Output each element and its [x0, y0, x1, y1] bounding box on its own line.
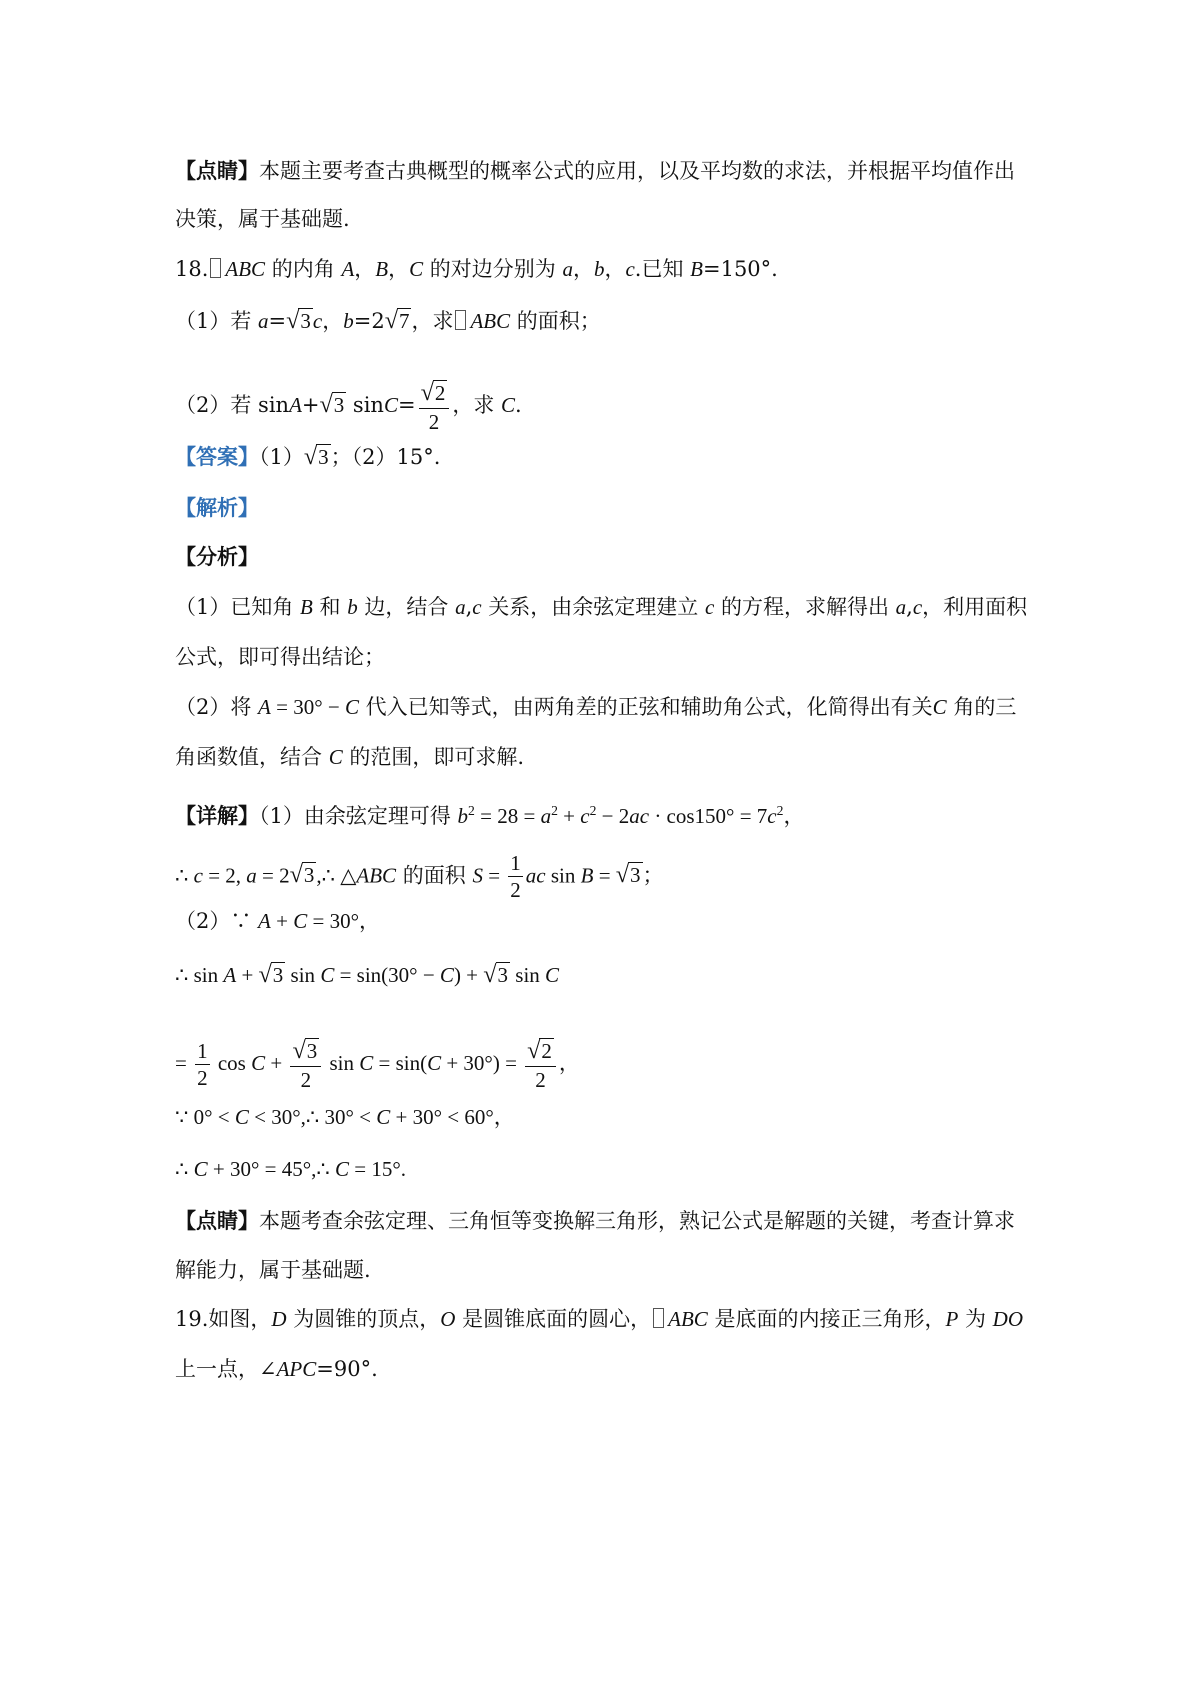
comment-paragraph-line-1	[175, 156, 1015, 186]
text-segment: 19.如图，	[175, 1307, 272, 1331]
text-segment: − 2	[596, 804, 630, 828]
text-segment: ac	[525, 863, 546, 888]
text-segment: 2	[551, 803, 558, 818]
text-segment: （2）∵	[175, 909, 259, 933]
text-segment: C	[320, 963, 335, 987]
text-segment: c	[580, 804, 590, 828]
text-segment: 角的三	[946, 695, 1017, 719]
text-segment: 决策，属于基础题.	[175, 207, 350, 231]
question-18-stem	[175, 254, 778, 284]
text-segment: DO	[992, 1307, 1024, 1331]
text-segment: ,	[906, 595, 913, 619]
analysis-part-2-line-2	[175, 742, 524, 772]
math-part	[527, 1036, 554, 1066]
text-segment: a	[895, 595, 907, 619]
text-segment: C	[383, 393, 398, 418]
text-segment: 解能力，属于基础题.	[175, 1258, 371, 1282]
text-segment: c	[312, 309, 323, 333]
analysis-heading	[175, 542, 259, 572]
text-segment: 3	[630, 863, 641, 888]
text-segment: =	[593, 863, 616, 888]
sqrt-expression	[320, 390, 347, 420]
text-segment: +	[236, 963, 259, 987]
text-segment: 2	[589, 803, 597, 818]
analysis-part-1-line-2	[175, 642, 385, 672]
text-segment: 2	[776, 803, 784, 818]
text-segment: C	[427, 1051, 442, 1076]
text-segment: ；（2）15°.	[330, 445, 441, 469]
radical-sign: √	[483, 961, 497, 988]
text-segment: 和	[312, 595, 348, 619]
radical-sign: √	[615, 861, 630, 889]
text-segment: · cos150° = 7	[649, 804, 768, 828]
text-segment: 为	[958, 1307, 993, 1331]
text-segment: O	[440, 1307, 456, 1331]
text-segment: 的方程，求解得出	[714, 595, 896, 619]
text-segment: C	[545, 963, 560, 987]
text-segment: ，	[354, 257, 376, 281]
text-segment: ∴ sin	[175, 963, 224, 987]
text-segment: 本题主要考查古典概型的概率公式的应用，以及平均数的求法，并根据平均值作出	[259, 159, 1015, 183]
text-segment: A	[258, 695, 271, 719]
text-segment: 18.	[175, 257, 209, 281]
text-segment: ，	[604, 257, 626, 281]
text-segment: + 30° < 60°，	[390, 1105, 515, 1129]
text-segment: 代入已知等式，由两角差的正弦和辅助角公式，化简得出有关	[358, 695, 933, 719]
text-segment: S	[472, 863, 483, 888]
detail-line-4	[175, 960, 559, 990]
math-part	[292, 1036, 319, 1066]
fraction	[525, 1036, 556, 1093]
text-segment: 3	[300, 309, 311, 333]
text-segment: C	[359, 1051, 374, 1076]
text-segment: C	[409, 257, 424, 281]
comment-2-line-2	[175, 1255, 371, 1285]
math-part	[421, 378, 448, 408]
text-segment: 边，结合	[357, 595, 456, 619]
text-segment: +	[265, 1051, 288, 1076]
text-segment: 1	[508, 850, 523, 877]
text-segment: a	[455, 595, 466, 619]
text-segment: 3	[306, 1039, 318, 1063]
fraction	[419, 378, 450, 435]
text-segment: sin	[545, 863, 581, 888]
sqrt-expression	[385, 306, 412, 336]
detail-line-5	[175, 1036, 580, 1093]
text-segment: ，	[322, 309, 344, 333]
text-segment: 7	[398, 309, 410, 333]
text-segment: 2	[428, 410, 440, 435]
radical-sign: √	[303, 443, 318, 470]
text-segment: =90°.	[316, 1357, 378, 1381]
text-segment: b	[593, 257, 605, 281]
comment-label: 【点睛】	[175, 1208, 259, 1233]
text-segment: 为圆锥的顶点，	[286, 1307, 441, 1331]
text-segment: =	[175, 1051, 193, 1076]
math-part	[525, 1036, 556, 1067]
text-segment: + 30° = 45°,∴	[207, 1157, 335, 1181]
text-segment: b	[347, 595, 358, 619]
analysis-part-1-line-1	[175, 592, 1027, 622]
text-segment: C	[344, 695, 359, 719]
sqrt-expression	[259, 960, 286, 990]
text-segment: 【分析】	[175, 544, 259, 569]
text-segment: ，	[783, 804, 805, 828]
text-segment: 2	[197, 1066, 208, 1091]
text-segment: ∴	[175, 1157, 194, 1181]
fraction	[508, 850, 523, 904]
text-segment: c	[912, 595, 923, 619]
text-segment: 3	[333, 393, 345, 418]
text-segment: ABC	[470, 309, 511, 333]
text-segment: .已知	[634, 257, 691, 281]
text-segment: ac	[629, 804, 650, 828]
text-segment: a	[562, 257, 573, 281]
text-segment: 3	[272, 963, 284, 987]
text-segment: C	[439, 963, 454, 987]
fraction	[195, 1038, 210, 1092]
text-segment: A	[341, 257, 355, 281]
text-segment: 的范围，即可求解.	[342, 745, 525, 769]
text-segment: C	[932, 695, 947, 719]
text-segment: C	[334, 1157, 349, 1181]
detail-line-1	[175, 796, 804, 831]
text-segment: +	[270, 909, 294, 933]
text-segment: = 2,	[202, 863, 247, 888]
math-part	[290, 1036, 321, 1067]
text-segment: +	[301, 393, 320, 418]
question-19-line-2	[175, 1354, 378, 1384]
text-segment: ，利用面积	[922, 595, 1028, 619]
text-segment: 【解析】	[175, 495, 259, 520]
radical-sign: √	[258, 961, 272, 988]
text-segment: 上一点，∠	[175, 1357, 277, 1381]
analysis-part-2-line-1	[175, 692, 1016, 722]
text-segment: =	[482, 863, 506, 888]
text-segment: 2	[468, 803, 475, 818]
text-segment: 是圆锥底面的圆心，	[455, 1307, 652, 1331]
text-segment: （1）	[259, 445, 304, 469]
text-segment: ；	[642, 863, 664, 888]
text-segment: P	[945, 1307, 959, 1331]
text-segment: （1）若	[175, 309, 259, 333]
text-segment: a	[258, 309, 269, 333]
text-segment: sin	[285, 963, 321, 987]
text-segment: ∵ 0° <	[175, 1105, 235, 1129]
text-segment: 3	[497, 963, 509, 987]
answer-label: 【答案】	[175, 444, 259, 469]
text-segment: ) +	[453, 963, 484, 987]
question-19-line-1	[175, 1304, 1023, 1334]
text-segment: C	[234, 1105, 249, 1129]
missing-glyph-box	[210, 258, 221, 278]
text-segment: < 30°,∴ 30° <	[248, 1105, 377, 1129]
text-segment: 的对边分别为	[423, 257, 563, 281]
text-segment: c	[767, 804, 777, 828]
text-segment: c	[704, 595, 715, 619]
text-segment: 3	[318, 445, 329, 469]
radical-sign: √	[286, 307, 300, 334]
text-segment: = sin(30° −	[334, 963, 440, 987]
text-segment: ，	[558, 1051, 580, 1076]
radical-sign: √	[292, 1037, 306, 1064]
text-segment: ,	[465, 595, 473, 619]
text-segment: sin	[510, 963, 546, 987]
text-segment: a	[246, 863, 257, 888]
text-segment: C	[328, 745, 343, 769]
text-segment: c	[193, 863, 203, 888]
detail-line-3	[175, 906, 380, 936]
detail-line-6	[175, 1102, 515, 1132]
detail-line-7	[175, 1154, 406, 1184]
text-segment: c	[472, 595, 482, 619]
text-segment: b	[343, 309, 354, 333]
sqrt-expression	[616, 860, 643, 890]
text-segment: 的面积；	[510, 309, 601, 333]
text-segment: ，求	[411, 309, 454, 333]
text-segment: B	[690, 257, 703, 281]
text-segment: 2	[541, 1039, 552, 1063]
sqrt-expression	[290, 860, 317, 890]
sqrt-expression	[483, 960, 510, 990]
radical-sign: √	[289, 861, 303, 889]
answer-line	[175, 442, 440, 472]
text-segment: ，	[572, 257, 594, 281]
text-segment: 2	[510, 878, 521, 903]
radical-sign: √	[384, 307, 398, 334]
text-segment: A	[258, 909, 271, 933]
missing-glyph-box	[455, 310, 466, 330]
text-segment: （2）若 sin	[175, 393, 290, 418]
text-segment: 关系，由余弦定理建立	[481, 595, 705, 619]
text-segment: C	[501, 393, 516, 418]
text-segment: APC	[276, 1357, 317, 1381]
text-segment: cos	[212, 1051, 252, 1076]
text-segment: = 30°，	[307, 909, 380, 933]
text-segment: ，	[388, 257, 410, 281]
text-segment: =	[268, 309, 287, 333]
text-segment: A	[223, 963, 237, 987]
text-segment: 本题考查余弦定理、三角恒等变换解三角形，熟记公式是解题的关键，考查计算求	[259, 1209, 1015, 1233]
text-segment: ，求	[452, 393, 502, 418]
text-segment: C	[376, 1105, 391, 1129]
text-segment: （1）由余弦定理可得	[259, 804, 458, 828]
text-segment: + 30°) =	[441, 1051, 523, 1076]
text-segment: +	[557, 804, 581, 828]
text-segment: ABC	[225, 257, 266, 281]
text-segment: = 30° −	[270, 695, 345, 719]
text-segment: c	[625, 257, 635, 281]
text-segment: C	[251, 1051, 266, 1076]
text-segment: sin	[346, 393, 384, 418]
text-segment: = 2	[256, 863, 290, 888]
text-segment: 1	[195, 1038, 210, 1065]
text-segment: 3	[303, 863, 315, 888]
detail-line-2	[175, 850, 664, 904]
question-18-part-1	[175, 306, 601, 336]
text-segment: ABC	[668, 1307, 708, 1331]
text-segment: C	[193, 1157, 208, 1181]
radical-sign: √	[527, 1037, 541, 1064]
detail-label: 【详解】	[175, 803, 259, 828]
sqrt-expression	[286, 306, 313, 336]
text-segment: = 15°.	[349, 1157, 406, 1181]
text-segment: sin	[324, 1051, 360, 1076]
text-segment: B	[580, 863, 594, 888]
text-segment: =150°.	[702, 257, 778, 281]
text-segment: = 28 =	[474, 804, 541, 828]
question-18-part-2	[175, 378, 522, 435]
text-segment: 公式，即可得出结论；	[175, 645, 385, 669]
text-segment: 2	[300, 1068, 312, 1093]
text-segment: （1）已知角	[175, 595, 301, 619]
missing-glyph-box	[653, 1308, 664, 1328]
text-segment: 是底面的内接正三角形，	[707, 1307, 946, 1331]
text-segment: C	[293, 909, 308, 933]
text-segment: 2	[434, 381, 446, 405]
text-segment: ABC	[356, 863, 397, 888]
text-segment: ∴	[175, 863, 194, 888]
solution-heading	[175, 493, 259, 523]
text-segment: B	[300, 595, 313, 619]
comment-2-line-1	[175, 1206, 1015, 1236]
comment-paragraph-line-2	[175, 204, 350, 234]
text-segment: = sin(	[373, 1051, 428, 1076]
text-segment: =2	[353, 309, 385, 333]
text-segment: A	[289, 393, 302, 418]
text-segment: ,∴ △	[316, 863, 357, 888]
text-segment: .	[515, 393, 522, 418]
text-segment: =	[397, 393, 416, 418]
sqrt-expression	[304, 442, 331, 472]
fraction	[290, 1036, 321, 1093]
comment-label: 【点睛】	[175, 158, 259, 183]
text-segment: a	[540, 804, 552, 828]
radical-sign: √	[420, 379, 434, 406]
text-segment: 的面积	[396, 863, 473, 888]
text-segment: 的内角	[265, 257, 342, 281]
math-part	[419, 378, 450, 409]
text-segment: （2）将	[175, 695, 259, 719]
text-segment: 角函数值，结合	[175, 745, 329, 769]
text-segment: D	[271, 1307, 287, 1331]
radical-sign: √	[319, 391, 333, 419]
text-segment: 2	[535, 1068, 546, 1093]
text-segment: b	[457, 804, 469, 828]
text-segment: B	[375, 257, 389, 281]
